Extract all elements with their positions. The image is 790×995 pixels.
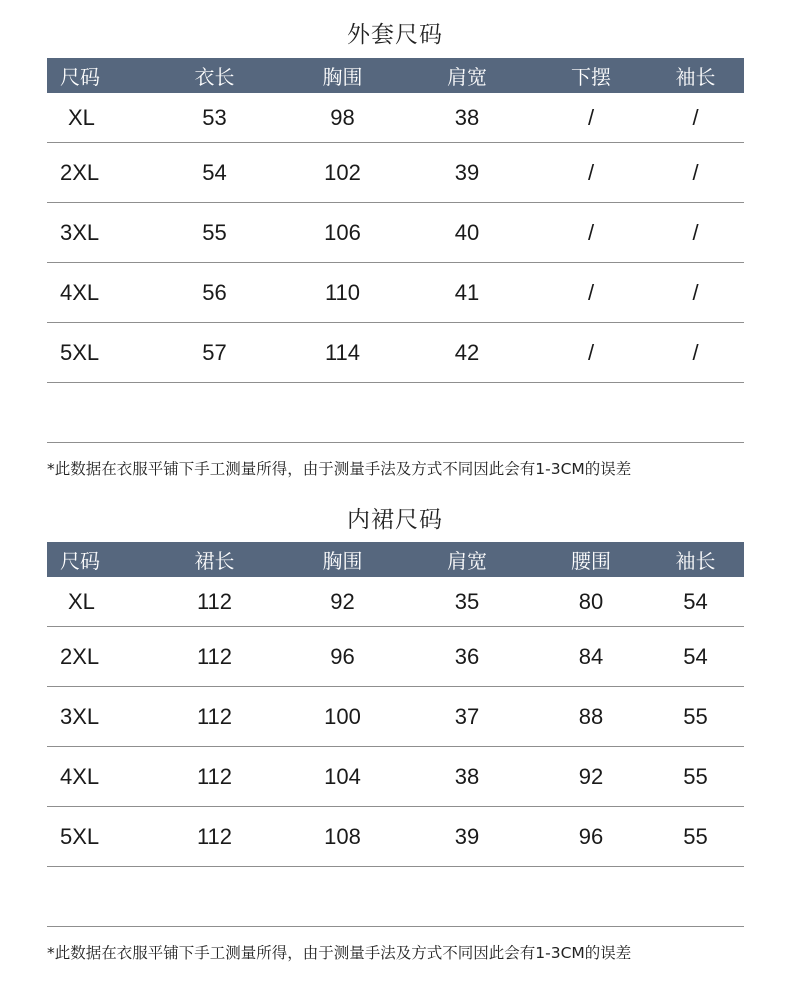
divider <box>47 442 744 443</box>
table-cell: 39 <box>399 143 535 203</box>
table-cell: 112 <box>143 687 286 747</box>
table-cell: 53 <box>143 93 286 143</box>
table-cell: 114 <box>286 323 399 383</box>
table-cell: 88 <box>535 687 647 747</box>
table-cell: 112 <box>143 577 286 627</box>
table-cell: 42 <box>399 323 535 383</box>
table-cell: 36 <box>399 627 535 687</box>
table-cell: 39 <box>399 807 535 867</box>
table-cell: 108 <box>286 807 399 867</box>
table-row <box>47 323 744 383</box>
size-cell: 3XL <box>47 203 143 263</box>
table-row <box>47 577 744 627</box>
table-cell: / <box>535 93 647 143</box>
table-cell: 92 <box>535 747 647 807</box>
table-cell: 84 <box>535 627 647 687</box>
table-cell: 55 <box>647 687 744 747</box>
table-cell: 37 <box>399 687 535 747</box>
dress-size-table <box>47 542 744 867</box>
column-header: 下摆 <box>535 58 647 93</box>
table-cell: 98 <box>286 93 399 143</box>
table-cell: / <box>647 263 744 323</box>
table-cell: 80 <box>535 577 647 627</box>
table-cell: 112 <box>143 747 286 807</box>
table-header-row <box>47 542 744 577</box>
column-header: 尺码 <box>47 58 143 93</box>
divider <box>47 926 744 927</box>
table-cell: 38 <box>399 93 535 143</box>
measurement-note: *此数据在衣服平铺下手工测量所得，由于测量手法及方式不同因此会有1-3CM的误差 <box>47 944 632 962</box>
table-cell: / <box>535 143 647 203</box>
table-cell: 55 <box>647 747 744 807</box>
table-row <box>47 143 744 203</box>
table-cell: / <box>647 323 744 383</box>
column-header: 袖长 <box>647 58 744 93</box>
table-cell: 96 <box>286 627 399 687</box>
size-cell: 5XL <box>47 323 143 383</box>
table-cell: 41 <box>399 263 535 323</box>
table-row <box>47 747 744 807</box>
table-cell: 92 <box>286 577 399 627</box>
table-row <box>47 807 744 867</box>
table-cell: 57 <box>143 323 286 383</box>
table-cell: / <box>535 263 647 323</box>
table-cell: 112 <box>143 627 286 687</box>
column-header: 裙长 <box>143 542 286 577</box>
dress-size-title: 内裙尺码 <box>347 507 443 533</box>
table-cell: 104 <box>286 747 399 807</box>
table-row <box>47 93 744 143</box>
table-cell: 100 <box>286 687 399 747</box>
table-cell: 56 <box>143 263 286 323</box>
size-cell: 3XL <box>47 687 143 747</box>
table-cell: 112 <box>143 807 286 867</box>
size-cell: 2XL <box>47 143 143 203</box>
column-header: 衣长 <box>143 58 286 93</box>
table-cell: 110 <box>286 263 399 323</box>
table-cell: 102 <box>286 143 399 203</box>
size-cell: 4XL <box>47 263 143 323</box>
table-cell: 38 <box>399 747 535 807</box>
table-cell: 106 <box>286 203 399 263</box>
jacket-size-title: 外套尺码 <box>347 22 443 48</box>
table-row <box>47 203 744 263</box>
table-cell: 54 <box>647 627 744 687</box>
size-cell: XL <box>47 577 143 627</box>
table-cell: / <box>647 203 744 263</box>
column-header: 肩宽 <box>399 542 535 577</box>
column-header: 袖长 <box>647 542 744 577</box>
table-cell: 54 <box>647 577 744 627</box>
measurement-note: *此数据在衣服平铺下手工测量所得，由于测量手法及方式不同因此会有1-3CM的误差 <box>47 460 632 478</box>
table-header-row <box>47 58 744 93</box>
table-cell: / <box>535 203 647 263</box>
table-cell: 55 <box>143 203 286 263</box>
table-cell: / <box>535 323 647 383</box>
table-row <box>47 263 744 323</box>
size-cell: XL <box>47 93 143 143</box>
table-cell: 40 <box>399 203 535 263</box>
table-row <box>47 627 744 687</box>
table-cell: / <box>647 93 744 143</box>
size-cell: 4XL <box>47 747 143 807</box>
column-header: 腰围 <box>535 542 647 577</box>
table-row <box>47 687 744 747</box>
table-cell: 35 <box>399 577 535 627</box>
table-cell: 96 <box>535 807 647 867</box>
size-cell: 5XL <box>47 807 143 867</box>
table-cell: 54 <box>143 143 286 203</box>
jacket-size-table <box>47 58 744 383</box>
column-header: 肩宽 <box>399 58 535 93</box>
table-cell: 55 <box>647 807 744 867</box>
table-cell: / <box>647 143 744 203</box>
column-header: 尺码 <box>47 542 143 577</box>
column-header: 胸围 <box>286 542 399 577</box>
column-header: 胸围 <box>286 58 399 93</box>
size-cell: 2XL <box>47 627 143 687</box>
